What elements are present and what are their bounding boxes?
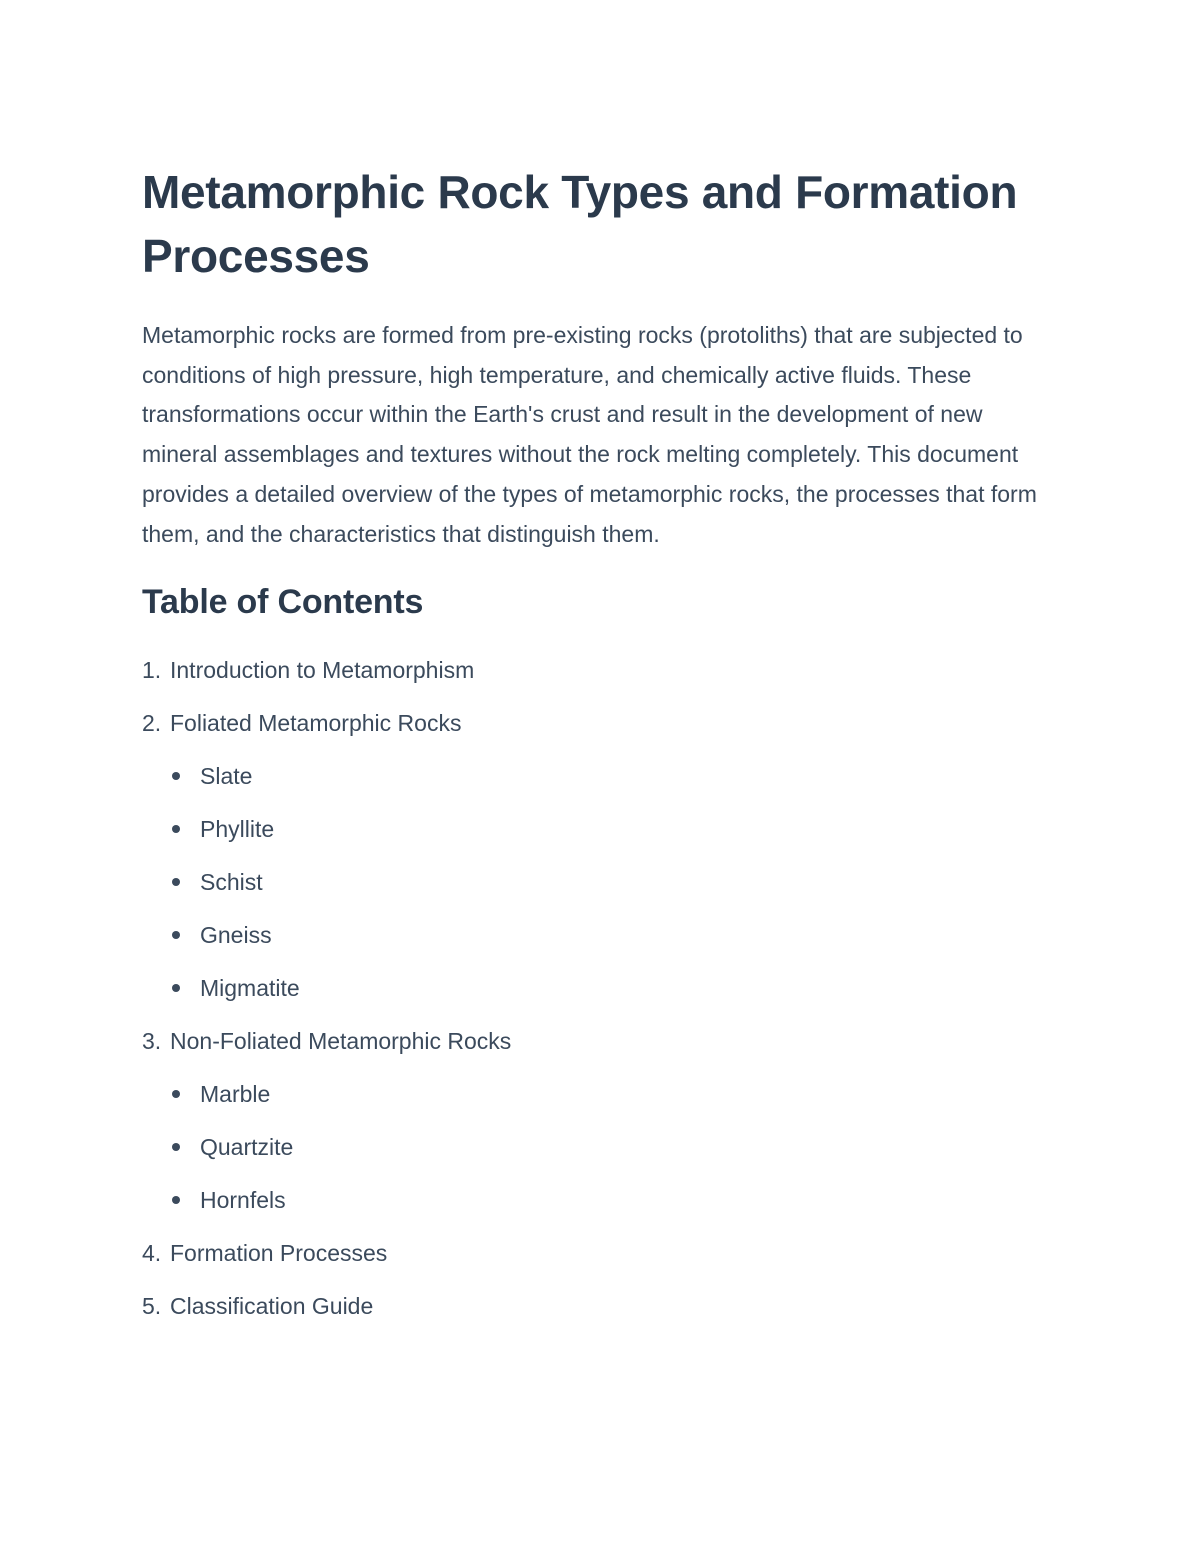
toc-subitem: [142, 856, 1042, 909]
toc-item-number: 4.: [142, 1240, 162, 1267]
bullet-icon: [172, 772, 180, 780]
toc-subitem: [142, 1068, 1042, 1121]
toc-subitem-label: Slate: [200, 763, 253, 790]
toc-subitem: [142, 1174, 1042, 1227]
toc-item-label: Formation Processes: [170, 1240, 388, 1267]
bullet-icon: [172, 878, 180, 886]
bullet-icon: [172, 1143, 180, 1151]
document-page: [142, 160, 1042, 1333]
toc-item-label: Foliated Metamorphic Rocks: [170, 710, 462, 737]
toc-item: [142, 1015, 1042, 1227]
toc-subitem-label: Gneiss: [200, 922, 272, 949]
toc-subitem: [142, 962, 1042, 1015]
toc-item-label: Introduction to Metamorphism: [170, 657, 475, 684]
bullet-icon: [172, 1090, 180, 1098]
toc-subitem: [142, 803, 1042, 856]
bullet-icon: [172, 825, 180, 833]
toc-item-label: Non-Foliated Metamorphic Rocks: [170, 1028, 512, 1055]
toc-subitem-label: Quartzite: [200, 1134, 294, 1161]
toc-item-number: 1.: [142, 657, 162, 684]
toc-item-number: 3.: [142, 1028, 162, 1055]
toc-heading: Table of Contents: [142, 583, 424, 622]
toc-subitem-label: Phyllite: [200, 816, 275, 843]
toc-subitem-label: Schist: [200, 869, 263, 896]
bullet-icon: [172, 931, 180, 939]
bullet-icon: [172, 984, 180, 992]
toc-item: [142, 697, 1042, 1015]
toc-subitem-label: Migmatite: [200, 975, 300, 1002]
toc-subitem: [142, 909, 1042, 962]
intro-paragraph: Metamorphic rocks are formed from pre-existing rocks (protoliths) that are subjected to conditions of high pressure, high temperature, and chemically active fluids. These transformations occur within the Earth's crust and result in the development of new mineral assemblages and textures without the rock melting completely. This document provides a detailed overview of the types of metamorphic rocks, the processes that form them, and the characteristics that distinguish them.: [142, 322, 1037, 547]
table-of-contents: [142, 644, 1042, 1333]
toc-subitem-label: Hornfels: [200, 1187, 286, 1214]
toc-item: [142, 644, 1042, 697]
toc-subitem: [142, 1121, 1042, 1174]
toc-item-number: 5.: [142, 1293, 162, 1320]
toc-item: [142, 1227, 1042, 1280]
toc-item-label: Classification Guide: [170, 1293, 374, 1320]
toc-item: [142, 1280, 1042, 1333]
bullet-icon: [172, 1196, 180, 1204]
toc-item-number: 2.: [142, 710, 162, 737]
toc-sublist: [142, 1068, 1042, 1227]
toc-subitem-label: Marble: [200, 1081, 271, 1108]
toc-subitem: [142, 750, 1042, 803]
toc-sublist: [142, 750, 1042, 1015]
page-title: Metamorphic Rock Types and Formation Processes: [142, 166, 1018, 282]
